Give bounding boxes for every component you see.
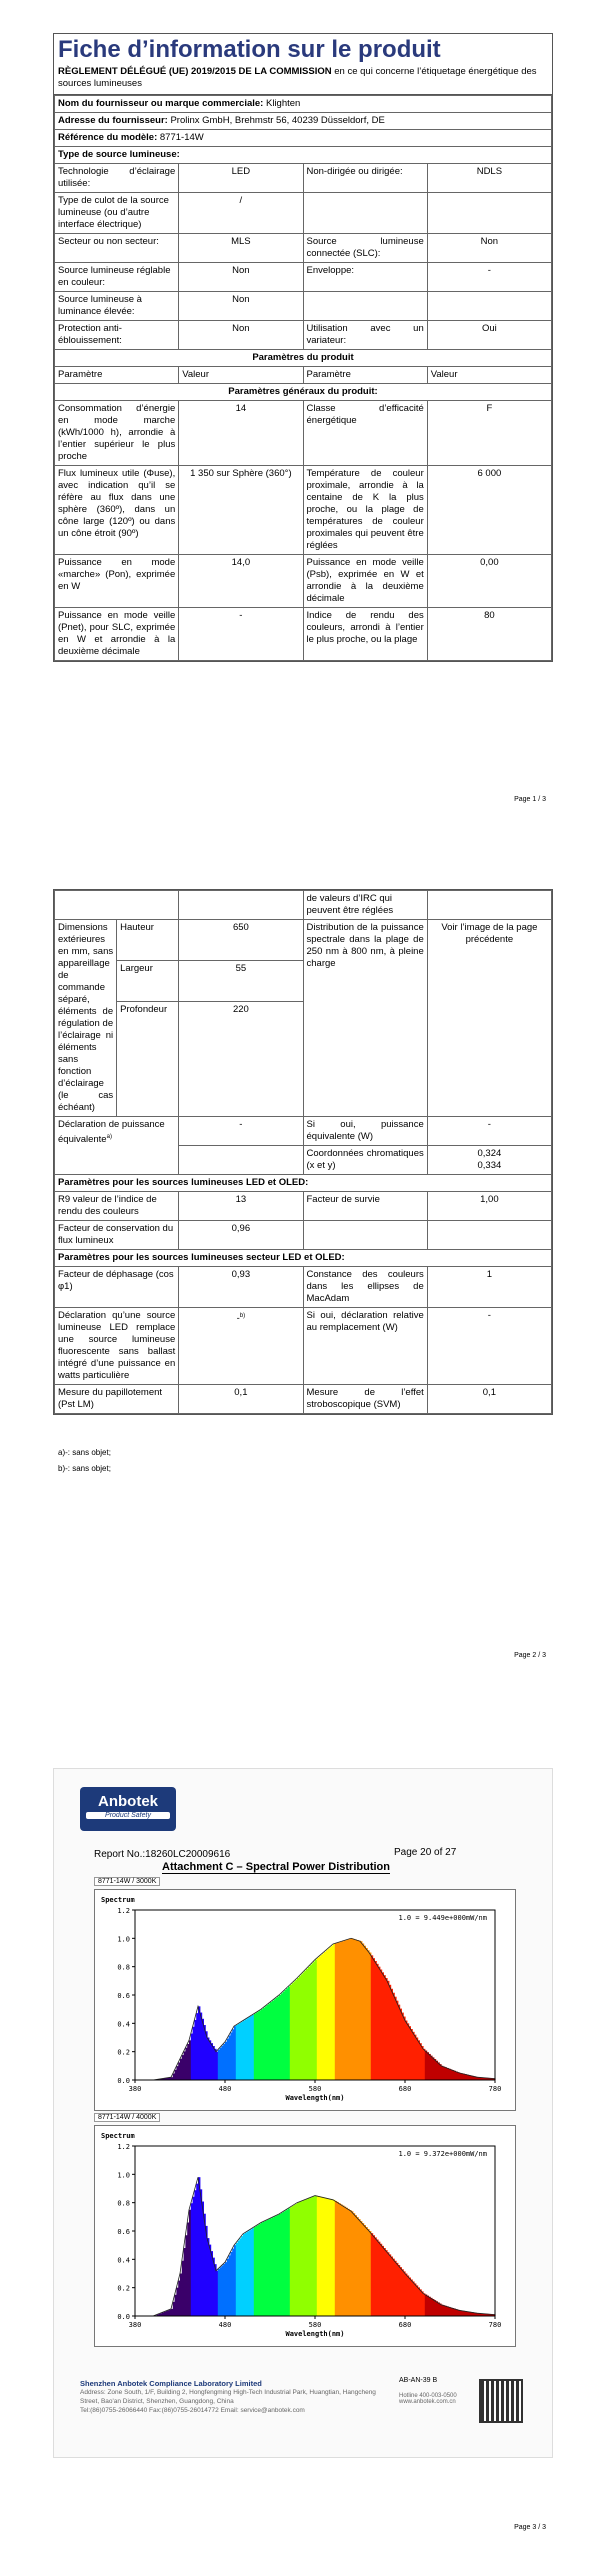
decl-power-label (55, 1117, 179, 1175)
row-value: Non (179, 292, 303, 321)
row-label: Puissance en mode veille (Pnet), pour SLC, exprimée en W et arrondie à la deuxième décimale (55, 608, 179, 661)
row-value: NDLS (427, 164, 551, 193)
table-row (55, 1385, 552, 1414)
general-header: Paramètres généraux du produit: (55, 384, 552, 401)
product-table-page2 (54, 890, 552, 1414)
row-value: LED (179, 164, 303, 193)
lab-name: Shenzhen Anbotek Compliance Laboratory Limited (80, 2379, 262, 2388)
phase-label: Facteur de déphasage (cos φ1) (55, 1267, 179, 1308)
product-table-page1 (54, 95, 552, 661)
y-tick-label: 1.2 (117, 1907, 130, 1915)
table-row (55, 555, 552, 608)
x-tick-label: 680 (398, 2085, 412, 2093)
row-value: 1 350 sur Sphère (360°) (179, 466, 303, 555)
row-label: Type de culot de la source lumineuse (ou d’autre interface électrique) (55, 193, 179, 234)
r9-value: 13 (179, 1192, 303, 1221)
row-value: 6 000 (427, 466, 551, 555)
chroma-y: 0,334 (477, 1160, 502, 1171)
table-row (55, 401, 552, 466)
row-label: Utilisation avec un variateur: (303, 321, 427, 350)
y-axis-label: Spectrum (101, 1896, 135, 1904)
row-value (427, 193, 551, 234)
page-number: Page 1 / 3 (514, 796, 546, 803)
page-number: Page 3 / 3 (514, 2524, 546, 2531)
model-label: Référence du modèle: (58, 132, 158, 143)
row-value: Non (427, 234, 551, 263)
row-label: Protection anti-éblouissement: (55, 321, 179, 350)
spd-chart-svg (95, 1890, 513, 2108)
x-tick-label: 680 (398, 2321, 412, 2329)
y-tick-label: 0.6 (117, 2228, 130, 2236)
product-info-sheet-page2 (53, 889, 553, 1415)
x-tick-label: 480 (218, 2085, 232, 2093)
attachment-title: Attachment C – Spectral Power Distribution (162, 1861, 390, 1873)
qr-code-icon (479, 2379, 523, 2423)
logo-sub: Product Safety (86, 1812, 170, 1819)
dim-value: 55 (179, 961, 303, 1002)
lumen-value: 0,96 (179, 1221, 303, 1250)
row-value (427, 292, 551, 321)
row-value: F (427, 401, 551, 466)
table-row (55, 263, 552, 292)
row-value: Oui (427, 321, 551, 350)
page-1 (0, 0, 603, 803)
x-tick-label: 780 (488, 2321, 502, 2329)
row-value: 14 (179, 401, 303, 466)
equiv-label: Si oui, puissance équivalente (W) (303, 1117, 427, 1146)
report-page: Page 20 of 27 (394, 1847, 457, 1858)
replace-label: Déclaration qu’une source lumineuse LED remplace une source lumineuse fluorescente sans ballast intégré d’une puissance en watts particulière (55, 1308, 179, 1385)
replace-cell (179, 1308, 303, 1385)
y-tick-label: 0.4 (117, 2020, 130, 2029)
col-header-param: Paramètre (303, 367, 427, 384)
table-row (55, 193, 552, 234)
chroma-values (427, 1146, 551, 1175)
y-tick-label: 0.4 (117, 2256, 130, 2265)
y-tick-label: 0.8 (117, 2199, 130, 2208)
params-header: Paramètres du produit (55, 350, 552, 367)
svm-value: 0,1 (427, 1385, 551, 1414)
supplier-value: Klighten (266, 98, 301, 109)
equiv-value: - (427, 1117, 551, 1146)
dim-name: Profondeur (117, 1002, 179, 1117)
y-tick-label: 0.6 (117, 1992, 130, 2000)
row-value: MLS (179, 234, 303, 263)
chart-annotation: 1.0 = 9.449e+000mW/nm (398, 1914, 487, 1922)
spd-label: Distribution de la puissance spectrale dans la plage de 250 nm à 800 nm, à pleine charge (303, 920, 427, 1117)
row-value: 80 (427, 608, 551, 661)
y-tick-label: 0.2 (117, 2284, 130, 2293)
page-2 (0, 880, 603, 1680)
survival-label: Facteur de survie (303, 1192, 427, 1221)
doc-code: AB-AN-39 B (399, 2377, 438, 2384)
y-axis-label: Spectrum (101, 2132, 135, 2140)
row-label (303, 292, 427, 321)
page-number: Page 2 / 3 (514, 1652, 546, 1659)
regulation-text (54, 66, 552, 95)
address-label: Adresse du fournisseur: (58, 115, 168, 126)
replace-decl-label: Si oui, déclaration relative au remplacement (W) (303, 1308, 427, 1385)
replace-decl-value: - (427, 1308, 551, 1385)
spd-chart-svg (95, 2126, 513, 2344)
table-row (55, 608, 552, 661)
phase-value: 0,93 (179, 1267, 303, 1308)
table-row (55, 1192, 552, 1221)
x-tick-label: 580 (308, 2085, 322, 2093)
table-row (55, 292, 552, 321)
x-axis-label: Wavelength(nm) (285, 2094, 345, 2102)
row-label: Indice de rendu des couleurs, arrondi à l’entier le plus proche, ou la plage (303, 608, 427, 661)
lab-address: Address: Zone South, 1/F, Building 2, Hongfengming High-Tech Industrial Park, Huangtian, Hangcheng Street, Bao'an District, Shenzhen, Guangdong, China (80, 2389, 376, 2405)
table-row (55, 1267, 552, 1308)
chroma-label: Coordonnées chromatiques (x et y) (303, 1146, 427, 1175)
hotline: Hotline 400-003-0500 www.anbotek.com.cn (399, 2393, 457, 2405)
decl-label-text: Déclaration de puissance équivalente (58, 1119, 165, 1146)
address-value: Prolinx GmbH, Brehmstr 56, 40239 Düsseldorf, DE (170, 115, 385, 126)
page-title: Fiche d’information sur le produit (58, 36, 441, 63)
spd-value: Voir l’image de la page précédente (427, 920, 551, 1117)
anbotek-logo (80, 1787, 176, 1831)
footnote-a: a)-: sans objet; (58, 1448, 111, 1457)
cri-cont-text: de valeurs d’IRC qui peuvent être réglées (303, 891, 427, 920)
mains-header: Paramètres pour les sources lumineuses secteur LED et OLED: (55, 1250, 552, 1267)
row-value: 0,00 (427, 555, 551, 608)
table-row (55, 1221, 552, 1250)
table-row (55, 234, 552, 263)
dimensions-label: Dimensions extérieures en mm, sans appareillage de commande séparé, éléments de régulation de l’éclairage ni éléments sans fonction d’éclairage (le cas échéant) (55, 920, 117, 1117)
table-row (55, 466, 552, 555)
row-label: Puissance en mode «marche» (Pon), exprimée en W (55, 555, 179, 608)
x-tick-label: 780 (488, 2085, 502, 2093)
lumen-label: Facteur de conservation du flux lumineux (55, 1221, 179, 1250)
regulation-bold: RÈGLEMENT DÉLÉGUÉ (UE) 2019/2015 DE LA COMMISSION (58, 66, 332, 77)
row-value: / (179, 193, 303, 234)
regulation-rest: en ce qui concerne l’étiquetage énergétique des sources lumineuses (58, 66, 537, 89)
row-value: Non (179, 263, 303, 292)
replace-sup: b) (239, 1313, 246, 1319)
y-tick-label: 0.0 (117, 2313, 130, 2321)
row-value: - (427, 263, 551, 292)
dim-value: 220 (179, 1002, 303, 1117)
x-tick-label: 580 (308, 2321, 322, 2329)
chart-label: 8771-14W / 3000K (94, 1877, 160, 1886)
row-label: Enveloppe: (303, 263, 427, 292)
dim-value: 650 (179, 920, 303, 961)
chroma-x: 0,324 (477, 1148, 502, 1159)
type-header: Type de source lumineuse: (55, 147, 552, 164)
led-header: Paramètres pour les sources lumineuses LED et OLED: (55, 1175, 552, 1192)
y-tick-label: 1.0 (117, 2171, 130, 2180)
x-tick-label: 380 (128, 2321, 142, 2329)
test-report-image (53, 1768, 553, 2458)
y-tick-label: 0.2 (117, 2048, 130, 2057)
row-label: Flux lumineux utile (Φuse), avec indication qu’il se réfère au flux dans une sphère (360º), dans un cône large (120º) ou dans un cône étroit (90º) (55, 466, 179, 555)
x-tick-label: 480 (218, 2321, 232, 2329)
row-label: Non-dirigée ou dirigée: (303, 164, 427, 193)
row-label: Source lumineuse à luminance élevée: (55, 292, 179, 321)
y-tick-label: 0.0 (117, 2077, 130, 2085)
x-tick-label: 380 (128, 2085, 142, 2093)
y-tick-label: 0.8 (117, 1963, 130, 1972)
chart-label: 8771-14W / 4000K (94, 2113, 160, 2122)
row-label: Secteur ou non secteur: (55, 234, 179, 263)
spd-chart-3000k (94, 1889, 516, 2111)
report-number: Report No.:18260LC20009616 (94, 1849, 231, 1860)
supplier-label: Nom du fournisseur ou marque commerciale: (58, 98, 264, 109)
col-header-value: Valeur (427, 367, 551, 384)
decl-sup: a) (106, 1134, 112, 1140)
row-label: Source lumineuse connectée (SLC): (303, 234, 427, 263)
macadam-value: 1 (427, 1267, 551, 1308)
row-label: Puissance en mode veille (Psb), exprimée en W et arrondie à la deuxième décimale (303, 555, 427, 608)
y-tick-label: 1.0 (117, 1935, 130, 1944)
x-axis-label: Wavelength(nm) (285, 2330, 345, 2338)
survival-value: 1,00 (427, 1192, 551, 1221)
row-value: 14,0 (179, 555, 303, 608)
footnote-b: b)-: sans objet; (58, 1464, 111, 1473)
macadam-label: Constance des couleurs dans les ellipses de MacAdam (303, 1267, 427, 1308)
row-label: Consommation d’énergie en mode marche (kWh/1000 h), arrondie à l’entier supérieur le plus proche (55, 401, 179, 466)
pst-label: Mesure du papillotement (Pst LM) (55, 1385, 179, 1414)
dim-name: Hauteur (117, 920, 179, 961)
replace-value: - (236, 1313, 240, 1325)
r9-label: R9 valeur de l’indice de rendu des couleurs (55, 1192, 179, 1221)
chart-annotation: 1.0 = 9.372e+000mW/nm (398, 2150, 487, 2158)
row-label (303, 193, 427, 234)
table-row (55, 321, 552, 350)
product-info-sheet-page1 (53, 33, 553, 662)
dim-name: Largeur (117, 961, 179, 1002)
y-tick-label: 1.2 (117, 2143, 130, 2151)
col-header-value: Valeur (179, 367, 303, 384)
pst-value: 0,1 (179, 1385, 303, 1414)
row-value: Non (179, 321, 303, 350)
row-value: - (179, 608, 303, 661)
row-label: Technologie d’éclairage utilisée: (55, 164, 179, 193)
row-label: Température de couleur proximale, arrondie à la centaine de K la plus proche, ou la plage de températures de couleur proximales qui peuvent être réglées (303, 466, 427, 555)
model-value: 8771-14W (159, 132, 204, 143)
table-row (55, 164, 552, 193)
row-label: Source lumineuse réglable en couleur: (55, 263, 179, 292)
lab-contact: Tel:(86)0755-26066440 Fax:(86)0755-26014772 Email: service@anbotek.com (80, 2407, 305, 2414)
svm-label: Mesure de l’effet stroboscopique (SVM) (303, 1385, 427, 1414)
spd-chart-4000k (94, 2125, 516, 2347)
col-header-param: Paramètre (55, 367, 179, 384)
decl-value: - (179, 1117, 303, 1146)
row-label: Classe d’efficacité énergétique (303, 401, 427, 466)
table-row (55, 1308, 552, 1385)
logo-name: Anbotek (98, 1793, 158, 1810)
